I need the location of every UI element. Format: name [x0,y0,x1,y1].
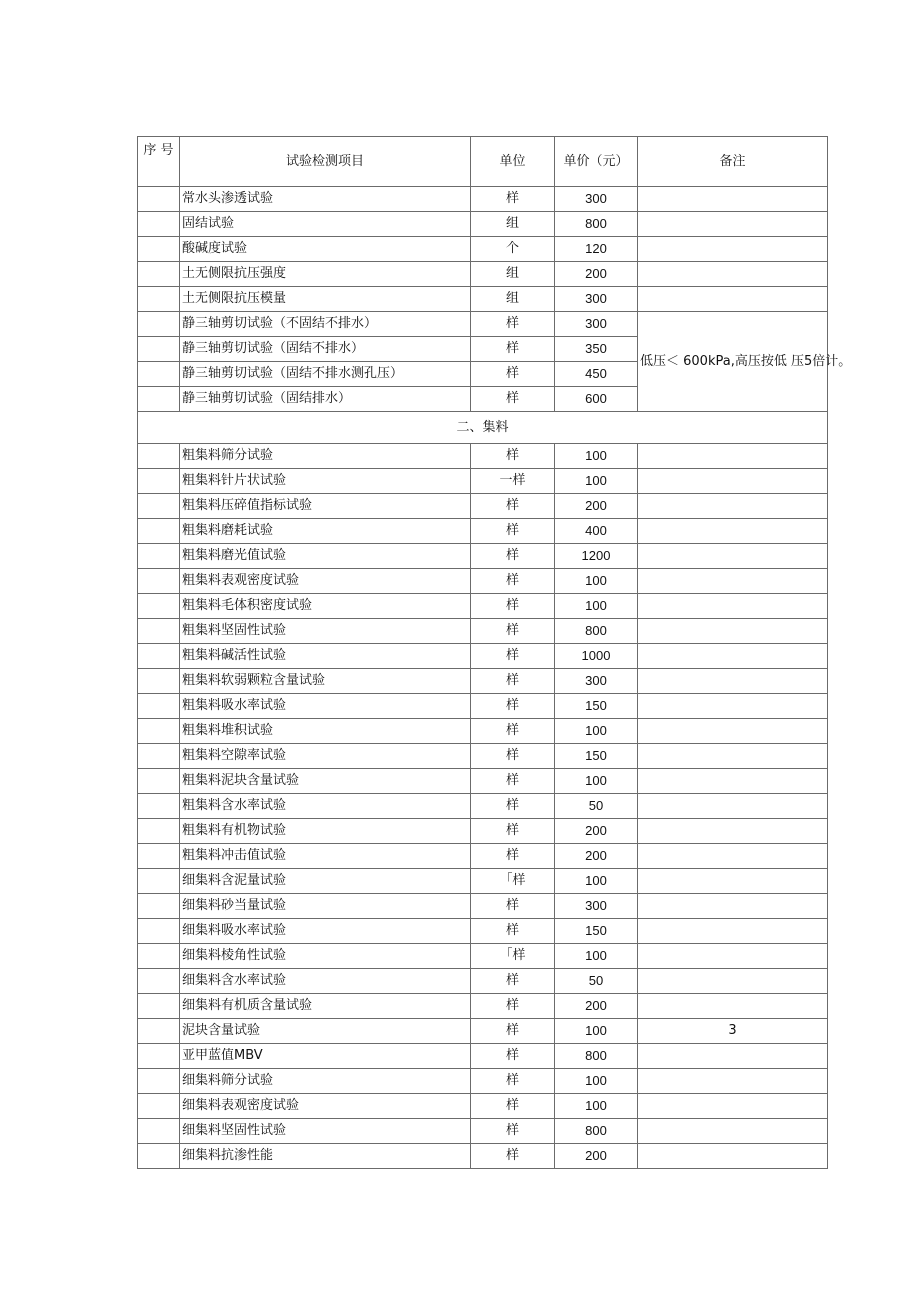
row-unit-price: 350 [555,337,638,362]
row-unit-price: 100 [555,719,638,744]
row-unit-price: 200 [555,262,638,287]
row-remarks [638,644,828,669]
row-serial-no [138,669,180,694]
header-unit-price: 单价（元） [555,137,638,187]
row-unit-price: 100 [555,944,638,969]
row-unit-price: 150 [555,919,638,944]
row-test-item: 细集料坚固性试验 [180,1119,471,1144]
row-test-item: 细集料含水率试验 [180,969,471,994]
row-unit-price: 300 [555,287,638,312]
table-row [138,569,828,594]
table-row [138,794,828,819]
table-row [138,519,828,544]
table-row [138,1119,828,1144]
table-row [138,994,828,1019]
table-row [138,894,828,919]
row-remarks [638,794,828,819]
row-unit: 样 [471,312,555,337]
table-row [138,469,828,494]
row-unit: 样 [471,337,555,362]
row-unit: 样 [471,794,555,819]
row-unit-price: 200 [555,994,638,1019]
row-remarks [638,1069,828,1094]
row-serial-no [138,1044,180,1069]
row-remarks [638,237,828,262]
row-unit: 组 [471,212,555,237]
row-unit-price: 400 [555,519,638,544]
row-unit: 样 [471,919,555,944]
row-serial-no [138,769,180,794]
row-unit: 样 [471,619,555,644]
row-unit: 组 [471,287,555,312]
table-row [138,1094,828,1119]
row-serial-no [138,919,180,944]
row-test-item: 细集料砂当量试验 [180,894,471,919]
row-serial-no [138,212,180,237]
row-unit-price: 200 [555,1144,638,1169]
row-test-item: 粗集料表观密度试验 [180,569,471,594]
row-remarks [638,287,828,312]
table-row [138,719,828,744]
row-unit: 「样 [471,869,555,894]
row-test-item: 静三轴剪切试验（固结不排水测孔压） [180,362,471,387]
table-row [138,262,828,287]
row-unit-price: 100 [555,869,638,894]
row-serial-no [138,262,180,287]
row-remarks [638,1094,828,1119]
row-remarks [638,519,828,544]
row-remarks [638,1144,828,1169]
row-remarks [638,994,828,1019]
row-test-item: 粗集料冲击值试验 [180,844,471,869]
row-remarks [638,744,828,769]
row-unit: 样 [471,362,555,387]
table-row [138,1044,828,1069]
row-unit: 样 [471,544,555,569]
row-unit-price: 800 [555,1119,638,1144]
header-serial-no: 序 号 [138,137,180,187]
row-remarks [638,494,828,519]
row-unit: 个 [471,237,555,262]
row-unit-price: 600 [555,387,638,412]
row-serial-no [138,1119,180,1144]
row-test-item: 粗集料针片状试验 [180,469,471,494]
table-row [138,694,828,719]
row-test-item: 细集料抗渗性能 [180,1144,471,1169]
header-test-item: 试验检测项目 [180,137,471,187]
row-serial-no [138,994,180,1019]
row-serial-no [138,644,180,669]
row-test-item: 酸碱度试验 [180,237,471,262]
row-serial-no [138,187,180,212]
row-unit-price: 100 [555,769,638,794]
row-test-item: 细集料含泥量试验 [180,869,471,894]
table-row [138,544,828,569]
row-unit-price: 100 [555,469,638,494]
row-serial-no [138,287,180,312]
row-unit-price: 200 [555,494,638,519]
row-test-item: 粗集料泥块含量试验 [180,769,471,794]
row-unit: 样 [471,969,555,994]
row-unit-price: 1200 [555,544,638,569]
row-serial-no [138,844,180,869]
table-row [138,187,828,212]
table-row [138,844,828,869]
table-row [138,312,828,337]
row-test-item: 粗集料软弱颗粒含量试验 [180,669,471,694]
row-unit-price: 200 [555,819,638,844]
row-unit: 样 [471,719,555,744]
row-serial-no [138,969,180,994]
row-test-item: 静三轴剪切试验（不固结不排水） [180,312,471,337]
row-unit-price: 1000 [555,644,638,669]
row-serial-no [138,1144,180,1169]
row-serial-no [138,1019,180,1044]
row-unit: 样 [471,769,555,794]
row-remarks [638,694,828,719]
row-serial-no [138,819,180,844]
row-unit: 样 [471,1069,555,1094]
row-unit-price: 100 [555,444,638,469]
table-row [138,444,828,469]
row-unit: 样 [471,894,555,919]
row-test-item: 亚甲蓝值MBV [180,1044,471,1069]
row-serial-no [138,944,180,969]
table-row [138,969,828,994]
row-test-item: 粗集料碱活性试验 [180,644,471,669]
row-remarks [638,1119,828,1144]
row-unit: 样 [471,844,555,869]
row-test-item: 粗集料空隙率试验 [180,744,471,769]
row-test-item: 静三轴剪切试验（固结不排水） [180,337,471,362]
row-serial-no [138,362,180,387]
row-unit-price: 800 [555,619,638,644]
row-unit: 样 [471,494,555,519]
row-remarks [638,669,828,694]
row-serial-no [138,619,180,644]
row-test-item: 常水头渗透试验 [180,187,471,212]
row-serial-no [138,869,180,894]
row-test-item: 粗集料毛体积密度试验 [180,594,471,619]
row-unit-price: 100 [555,594,638,619]
row-unit-price: 50 [555,969,638,994]
row-serial-no [138,387,180,412]
row-serial-no [138,594,180,619]
table-row [138,619,828,644]
row-unit: 样 [471,519,555,544]
table-header-row [138,137,828,187]
table-row [138,769,828,794]
row-remarks [638,944,828,969]
row-unit-price: 800 [555,212,638,237]
row-unit: 一样 [471,469,555,494]
row-remarks [638,894,828,919]
table-row [138,1144,828,1169]
table-row [138,494,828,519]
row-unit: 样 [471,694,555,719]
triaxial-remarks: 低压＜ 600kPa,高压按低 压5倍计。 [638,312,828,412]
section-title-aggregates: 二、集料 [138,412,828,444]
table-row [138,744,828,769]
row-serial-no [138,494,180,519]
row-unit: 样 [471,1094,555,1119]
row-unit: 样 [471,594,555,619]
table-row [138,944,828,969]
row-remarks [638,919,828,944]
row-serial-no [138,312,180,337]
row-unit-price: 200 [555,844,638,869]
table-row [138,1069,828,1094]
row-serial-no [138,894,180,919]
row-unit-price: 120 [555,237,638,262]
row-unit-price: 150 [555,744,638,769]
row-unit: 样 [471,187,555,212]
row-test-item: 细集料表观密度试验 [180,1094,471,1119]
row-remarks [638,544,828,569]
table-row [138,669,828,694]
row-test-item: 细集料有机质含量试验 [180,994,471,1019]
row-unit: 「样 [471,944,555,969]
row-serial-no [138,337,180,362]
table-row [138,1019,828,1044]
row-unit: 样 [471,1019,555,1044]
section-header-row [138,412,828,444]
row-test-item: 细集料棱角性试验 [180,944,471,969]
row-test-item: 粗集料筛分试验 [180,444,471,469]
row-test-item: 泥块含量试验 [180,1019,471,1044]
row-unit: 样 [471,669,555,694]
row-remarks [638,1044,828,1069]
row-test-item: 粗集料吸水率试验 [180,694,471,719]
table-body [138,137,852,1169]
row-remarks [638,619,828,644]
row-test-item: 粗集料含水率试验 [180,794,471,819]
row-unit: 样 [471,444,555,469]
row-remarks [638,844,828,869]
row-unit-price: 800 [555,1044,638,1069]
row-serial-no [138,719,180,744]
test-price-table [137,136,852,1169]
row-unit: 样 [471,1044,555,1069]
row-unit-price: 100 [555,1019,638,1044]
row-unit: 样 [471,644,555,669]
row-serial-no [138,1069,180,1094]
row-serial-no [138,1094,180,1119]
row-serial-no [138,237,180,262]
row-unit-price: 300 [555,312,638,337]
row-unit: 组 [471,262,555,287]
row-serial-no [138,569,180,594]
row-test-item: 土无侧限抗压模量 [180,287,471,312]
row-remarks [638,819,828,844]
row-unit-price: 300 [555,187,638,212]
row-test-item: 粗集料磨耗试验 [180,519,471,544]
table-row [138,644,828,669]
row-remarks [638,869,828,894]
row-serial-no [138,544,180,569]
table-row [138,919,828,944]
row-serial-no [138,694,180,719]
row-remarks [638,444,828,469]
table-row [138,594,828,619]
row-serial-no [138,744,180,769]
row-test-item: 粗集料磨光值试验 [180,544,471,569]
row-test-item: 固结试验 [180,212,471,237]
row-unit: 样 [471,744,555,769]
row-remarks [638,969,828,994]
row-unit-price: 100 [555,1069,638,1094]
row-remarks [638,262,828,287]
header-unit: 单位 [471,137,555,187]
row-test-item: 粗集料有机物试验 [180,819,471,844]
header-remarks: 备注 [638,137,828,187]
row-remarks [638,769,828,794]
table-row [138,869,828,894]
row-remarks: 3 [638,1019,828,1044]
row-serial-no [138,519,180,544]
row-test-item: 粗集料堆积试验 [180,719,471,744]
row-unit: 样 [471,819,555,844]
row-unit-price: 450 [555,362,638,387]
row-serial-no [138,444,180,469]
row-unit-price: 100 [555,1094,638,1119]
table-row [138,819,828,844]
row-test-item: 粗集料坚固性试验 [180,619,471,644]
row-unit-price: 300 [555,894,638,919]
row-remarks [638,569,828,594]
row-test-item: 静三轴剪切试验（固结排水） [180,387,471,412]
row-serial-no [138,794,180,819]
row-unit-price: 150 [555,694,638,719]
row-test-item: 细集料吸水率试验 [180,919,471,944]
row-remarks [638,212,828,237]
row-test-item: 土无侧限抗压强度 [180,262,471,287]
row-unit-price: 100 [555,569,638,594]
row-unit-price: 50 [555,794,638,819]
row-remarks [638,469,828,494]
table-row [138,237,828,262]
row-unit: 样 [471,387,555,412]
row-remarks [638,719,828,744]
row-unit-price: 300 [555,669,638,694]
row-unit: 样 [471,569,555,594]
row-unit: 样 [471,1119,555,1144]
table-row [138,212,828,237]
row-unit: 样 [471,994,555,1019]
table-row [138,287,828,312]
row-test-item: 粗集料压碎值指标试验 [180,494,471,519]
row-serial-no [138,469,180,494]
row-remarks [638,187,828,212]
row-remarks [638,594,828,619]
row-test-item: 细集料筛分试验 [180,1069,471,1094]
row-unit: 样 [471,1144,555,1169]
